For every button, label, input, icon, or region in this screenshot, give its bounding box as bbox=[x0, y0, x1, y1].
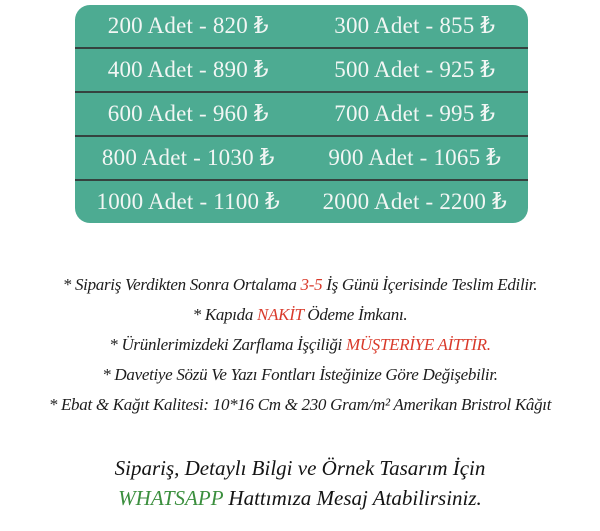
price-table-row bbox=[75, 91, 528, 135]
note-cash-payment bbox=[0, 300, 600, 330]
note-envelope-labor bbox=[0, 330, 600, 360]
whatsapp-label: WHATSAPP bbox=[118, 486, 224, 510]
footer-text: Hattımıza Mesaj Atabilirsiniz. bbox=[223, 486, 482, 510]
note-delivery-time bbox=[0, 270, 600, 300]
price-cell: 900 Adet - 1065 ₺ bbox=[328, 145, 502, 170]
price-cell: 400 Adet - 890 ₺ bbox=[107, 57, 269, 82]
price-cell: 300 Adet - 855 ₺ bbox=[334, 13, 496, 38]
note-text: * Ürünlerimizdeki Zarflama İşçiliği bbox=[109, 335, 346, 354]
note-text: * Sipariş Verdikten Sonra Ortalama bbox=[62, 275, 301, 294]
price-table-row bbox=[75, 135, 528, 179]
price-cell: 600 Adet - 960 ₺ bbox=[107, 101, 269, 126]
price-cell: 500 Adet - 925 ₺ bbox=[334, 57, 496, 82]
price-cell: 2000 Adet - 2200 ₺ bbox=[322, 189, 507, 214]
price-table-row bbox=[75, 179, 528, 223]
note-accent-red: NAKİT bbox=[257, 305, 304, 324]
price-table bbox=[75, 5, 528, 223]
price-cell: 800 Adet - 1030 ₺ bbox=[101, 145, 275, 170]
note-text: * Davetiye Sözü Ve Yazı Fontları İsteğinize Göre Değişebilir. bbox=[102, 365, 498, 384]
footer-whatsapp-line bbox=[0, 483, 600, 513]
notes-section bbox=[0, 270, 600, 420]
footer-contact-intro: Sipariş, Detaylı Bilgi ve Örnek Tasarım İçin bbox=[114, 456, 486, 480]
footer-section bbox=[0, 453, 600, 513]
price-cell: 700 Adet - 995 ₺ bbox=[334, 101, 496, 126]
price-table-row bbox=[75, 5, 528, 47]
price-cell: 1000 Adet - 1100 ₺ bbox=[96, 189, 280, 214]
note-accent-red: MÜŞTERİYE AİTTİR. bbox=[345, 335, 491, 354]
note-text: * Ebat & Kağıt Kalitesi: 10*16 Cm & 230 Gram/m² Amerikan Bristrol Kâğıt bbox=[48, 395, 552, 414]
note-text: İş Günü İçerisinde Teslim Edilir. bbox=[322, 275, 538, 294]
note-fonts-changeable bbox=[0, 360, 600, 390]
price-table-row bbox=[75, 47, 528, 91]
note-text: * Kapıda bbox=[192, 305, 258, 324]
note-size-paper-quality bbox=[0, 390, 600, 420]
price-cell: 200 Adet - 820 ₺ bbox=[107, 13, 269, 38]
note-text: Ödeme İmkanı. bbox=[303, 305, 408, 324]
note-accent-red: 3-5 bbox=[300, 275, 323, 294]
